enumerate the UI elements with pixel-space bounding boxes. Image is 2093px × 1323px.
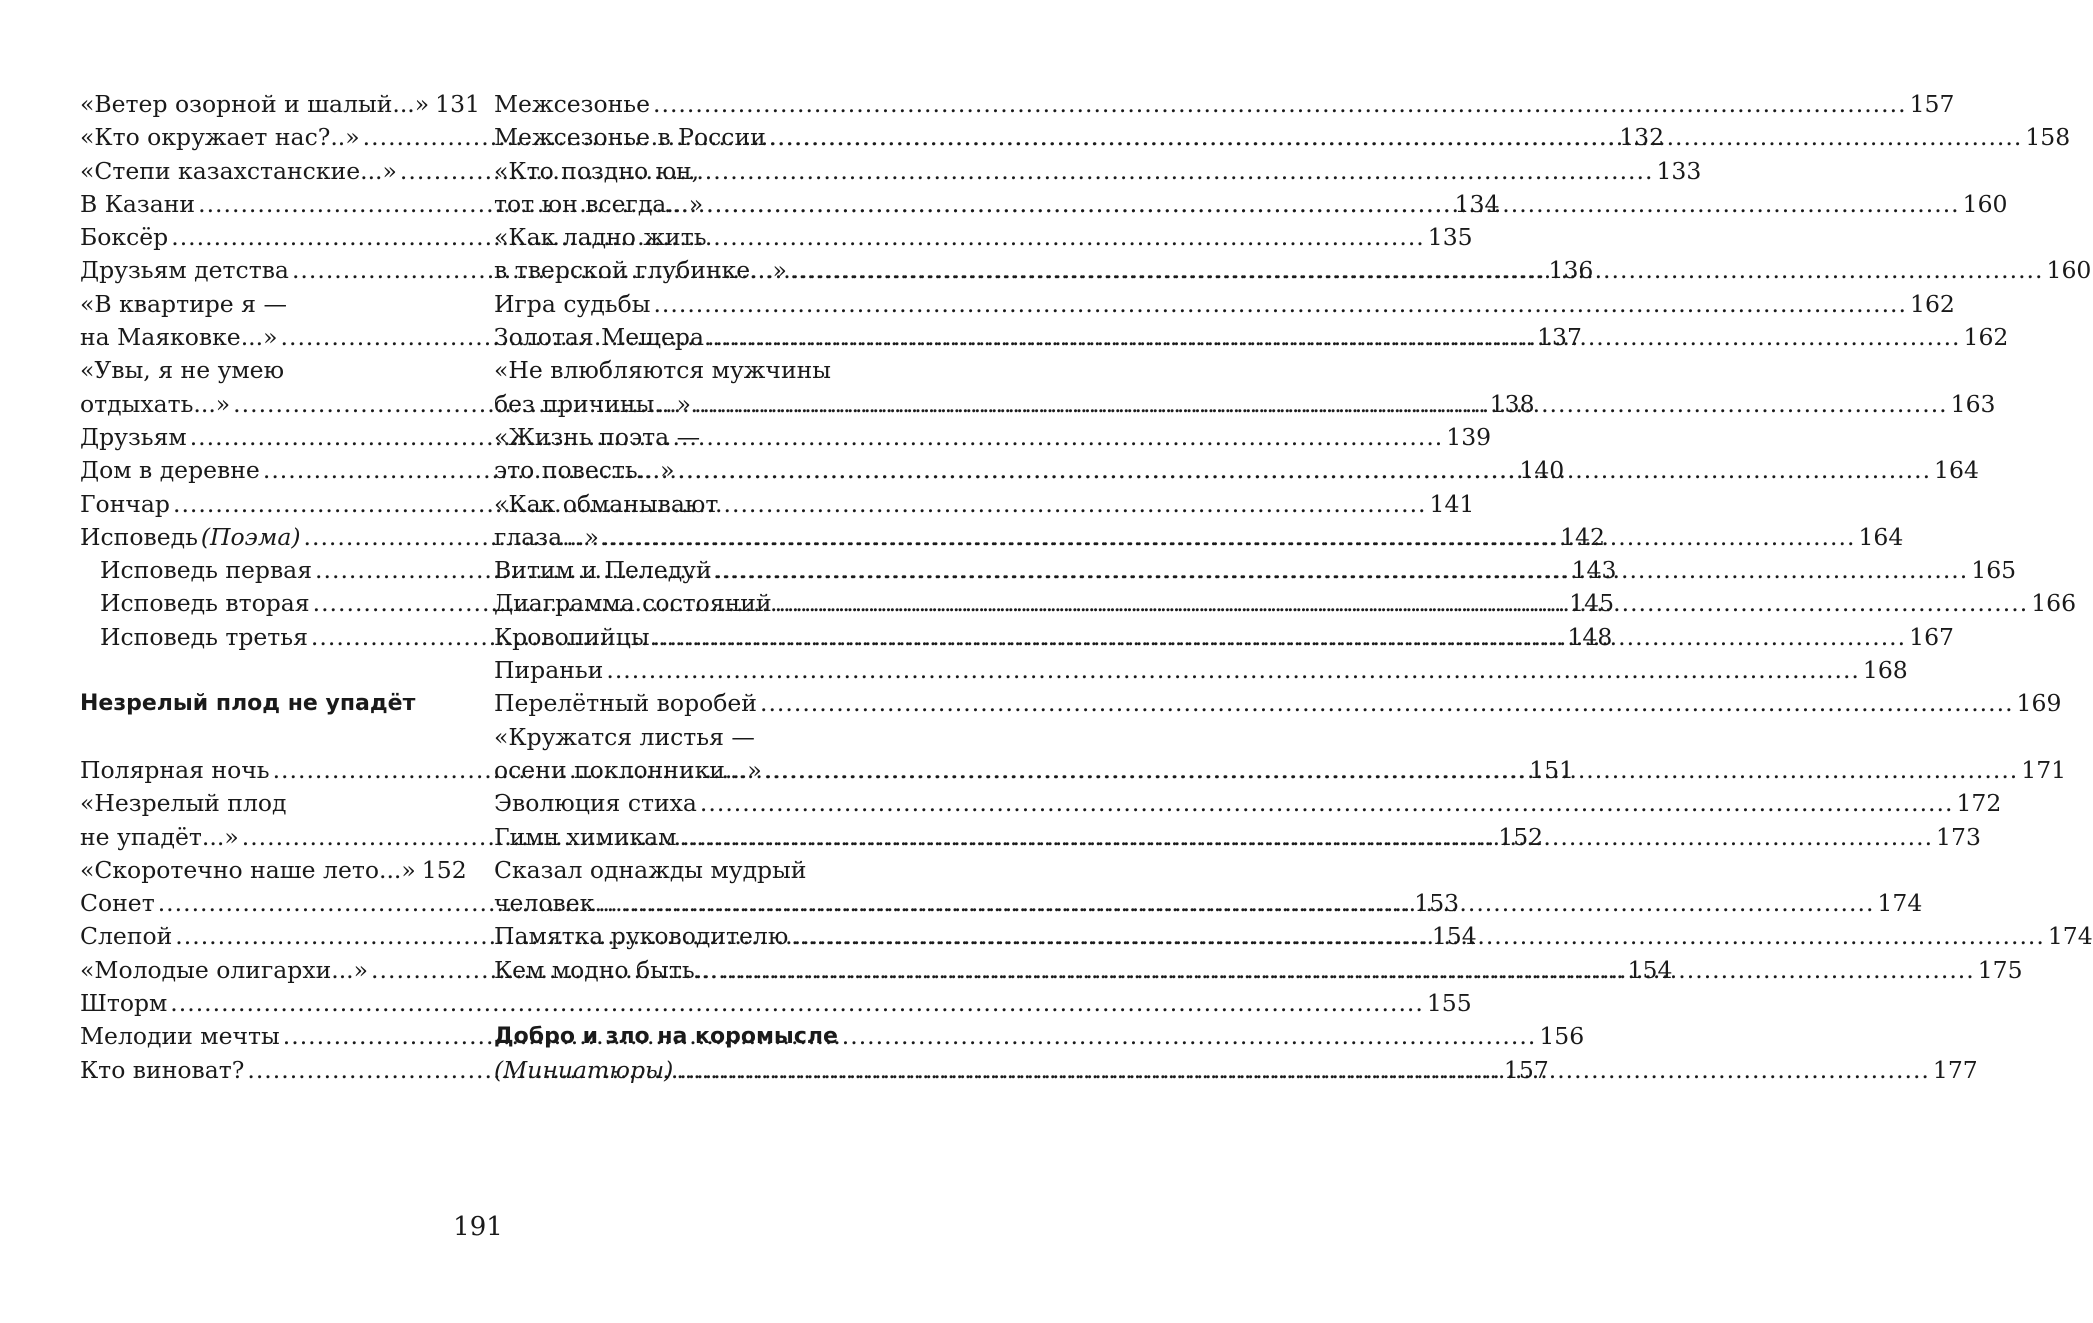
page-ref: 162 [1910, 289, 1955, 318]
page-ref: 143 [1571, 556, 1617, 585]
page-ref: 131 [435, 90, 481, 118]
toc-entry: тот юн всегда...» ..... 160 [494, 188, 864, 221]
page-ref: 156 [1539, 1022, 1585, 1051]
leader-dots [707, 321, 1961, 354]
toc-entry-first-line: «Как обманывают [494, 489, 719, 518]
toc-entry: Золотая Мещера ..... 162 [494, 321, 864, 354]
leader-dots [769, 121, 2023, 154]
page-ref: 174 [2047, 922, 2093, 951]
toc-entry: Боксёр ..... 135 [80, 221, 454, 254]
page-ref: 153 [1414, 889, 1460, 918]
page-ref: 174 [1877, 889, 1923, 918]
toc-entry: осени поклонники...» ..... 171 [494, 754, 864, 787]
page-ref: 177 [1932, 1055, 1978, 1084]
leader-dots [694, 388, 1948, 421]
toc-entry: Исповедь (Поэма) ..... 142 [80, 521, 454, 554]
toc-subentry: Исповедь третья ..... 148 [80, 621, 454, 654]
leader-dots [653, 88, 1907, 121]
leader-dots [791, 920, 2045, 953]
spacer [80, 721, 454, 754]
toc-entry: «Молодые олигархи...» ..... 154 [80, 954, 454, 987]
toc-entry: не упадёт...» ..... 152 [80, 821, 454, 854]
toc-entry: это повесть...» ..... 164 [494, 454, 864, 487]
toc-entry: в тверской глубинке...» ..... 160 [494, 254, 864, 287]
genre-note: (Миниатюры) [494, 1055, 674, 1084]
toc-entry: человек… ..... 174 [494, 887, 864, 920]
toc-entry-first-line: «Увы, я не умею [80, 356, 285, 385]
leader-dots [700, 787, 1954, 820]
leader-dots [679, 821, 1933, 854]
toc-entry: Витим и Пеледуй ..... 165 [494, 554, 864, 587]
leader-dots [606, 654, 1860, 687]
page-ref: 164 [1934, 456, 1979, 485]
toc-entry: Друзьям детства ..... 136 [80, 254, 454, 287]
page-ref: 135 [1427, 223, 1473, 252]
page-ref: 152 [1498, 822, 1544, 851]
leader-dots [283, 1020, 1537, 1053]
toc-entry: Межсезонье ..... 157 [494, 88, 864, 121]
toc-entry: «Кто окружает нас?..» ..... 132 [80, 121, 454, 154]
toc-subentry: Исповедь вторая ..... 145 [80, 587, 454, 620]
toc-entry: Игра судьбы ..... 162 [494, 288, 864, 321]
page-ref: 168 [1862, 656, 1908, 685]
page-ref: 166 [2031, 589, 2077, 618]
leader-dots [676, 1054, 1930, 1087]
toc-entry: Гончар ..... 141 [80, 488, 454, 521]
genre-note: (Поэма) [200, 522, 301, 551]
spacer [80, 654, 454, 687]
toc-entry: Сонет ..... 153 [80, 887, 454, 920]
page-ref: 172 [1956, 789, 2002, 818]
page-ref: 134 [1454, 189, 1500, 218]
leader-dots [677, 454, 1931, 487]
toc-entry: Диаграмма состояний ..... 166 [494, 587, 864, 620]
toc-entry: В Казани ..... 134 [80, 188, 454, 221]
section-heading: Незрелый плод не упадёт [80, 691, 416, 717]
page-ref: 137 [1537, 323, 1582, 352]
page-ref: 164 [1858, 522, 1904, 551]
toc-entry: Кровопийцы ..... 167 [494, 621, 864, 654]
leader-dots [653, 621, 1907, 654]
page-ref: 154 [1627, 955, 1673, 984]
page-ref: 162 [1963, 323, 2009, 352]
page-ref: 139 [1446, 422, 1492, 451]
page-ref: 136 [1548, 256, 1594, 285]
leader-dots [790, 254, 2044, 287]
page-ref: 132 [1619, 123, 1665, 152]
page-ref: 160 [1962, 189, 2008, 218]
toc-entry: Межсезонье в России ..... 158 [494, 121, 864, 154]
page-ref: 154 [1431, 922, 1477, 951]
toc-entry: «Степи казахстанские...» ..... 133 [80, 155, 454, 188]
page-ref: 160 [2046, 256, 2092, 285]
toc-entry-first-line: «Незрелый плод [80, 789, 287, 818]
page-ref: 165 [1971, 556, 2017, 585]
leader-dots [602, 521, 1856, 554]
section-heading: Добро и зло на коромысле [494, 1024, 838, 1050]
toc-entry: Памятка руководителю ..... 174 [494, 920, 864, 953]
toc-entry-first-line: «Не влюбляются мужчины [494, 356, 831, 385]
page-ref: 175 [1977, 955, 2023, 984]
page-ref: 157 [1909, 90, 1955, 118]
toc-subentry: Исповедь первая ..... 143 [80, 554, 454, 587]
toc-entry: Кем модно быть… ..... 175 [494, 954, 864, 987]
page-ref: 171 [2021, 755, 2067, 784]
toc-entry-first-line: «В квартире я — [80, 289, 287, 318]
page-ref: 157 [1503, 1055, 1549, 1084]
leader-dots [706, 188, 1960, 221]
toc-entry: Полярная ночь ..... 151 [80, 754, 454, 787]
toc-entry: Эволюция стиха ..... 172 [494, 787, 864, 820]
toc-entry: глаза...» ..... 164 [494, 521, 864, 554]
page-ref: 140 [1519, 456, 1565, 485]
page-ref: 145 [1569, 589, 1615, 618]
page-ref: 151 [1529, 755, 1574, 784]
page-number: 191 [453, 1212, 503, 1242]
page-ref: 155 [1426, 989, 1472, 1018]
toc-entry: на Маяковке...» ..... 137 [80, 321, 454, 354]
page-ref: 133 [1656, 156, 1702, 185]
leader-dots [621, 887, 1875, 920]
leader-dots [775, 587, 2029, 620]
page-ref: 142 [1560, 522, 1605, 551]
spacer [494, 987, 864, 1020]
page-ref: 167 [1909, 622, 1954, 651]
page-ref: 141 [1429, 489, 1475, 518]
toc-entry: «Скоротечно наше лето...» 152 [80, 854, 454, 887]
page-ref: 148 [1567, 622, 1613, 651]
page-ref: 163 [1950, 389, 1996, 418]
leader-dots [760, 687, 2014, 720]
leader-dots [653, 288, 1907, 321]
leader-dots [765, 754, 2019, 787]
toc-entry: отдыхать...» ..... 138 [80, 388, 454, 421]
toc-entry-first-line: «Жизнь поэта — [494, 422, 701, 451]
page-ref: 169 [2016, 689, 2062, 718]
toc-entry: Шторм ..... 155 [80, 987, 454, 1020]
toc-entry: Кто виноват? ..... 157 [80, 1054, 454, 1087]
leader-dots [715, 554, 1969, 587]
toc-entry-first-line: «Кто поздно юн, [494, 156, 700, 185]
toc-entry-first-line: Сказал однажды мудрый [494, 855, 807, 884]
toc-entry: Перелётный воробей ..... 169 [494, 687, 864, 720]
toc-entry: Слепой ..... 154 [80, 920, 454, 953]
toc-entry: Мелодии мечты ..... 156 [80, 1020, 454, 1053]
page-ref: 173 [1936, 822, 1981, 851]
toc-entry: Гимн химикам ..... 173 [494, 821, 864, 854]
toc-entry: без причины...» ..... 163 [494, 388, 864, 421]
toc-entry-first-line: «Кружатся листья — [494, 722, 755, 751]
toc-entry: Дом в деревне ..... 140 [80, 454, 454, 487]
page-ref: 138 [1489, 389, 1535, 418]
toc-entry: Пираньи ..... 168 [494, 654, 864, 687]
toc-entry-first-line: «Как ладно жить [494, 223, 707, 252]
leader-dots [721, 954, 1975, 987]
toc-entry: Друзьям ..... 139 [80, 421, 454, 454]
page-ref: 152 [421, 855, 467, 884]
toc-entry: «Ветер озорной и шалый...» 131 [80, 88, 454, 121]
page-ref: 158 [2025, 123, 2071, 152]
